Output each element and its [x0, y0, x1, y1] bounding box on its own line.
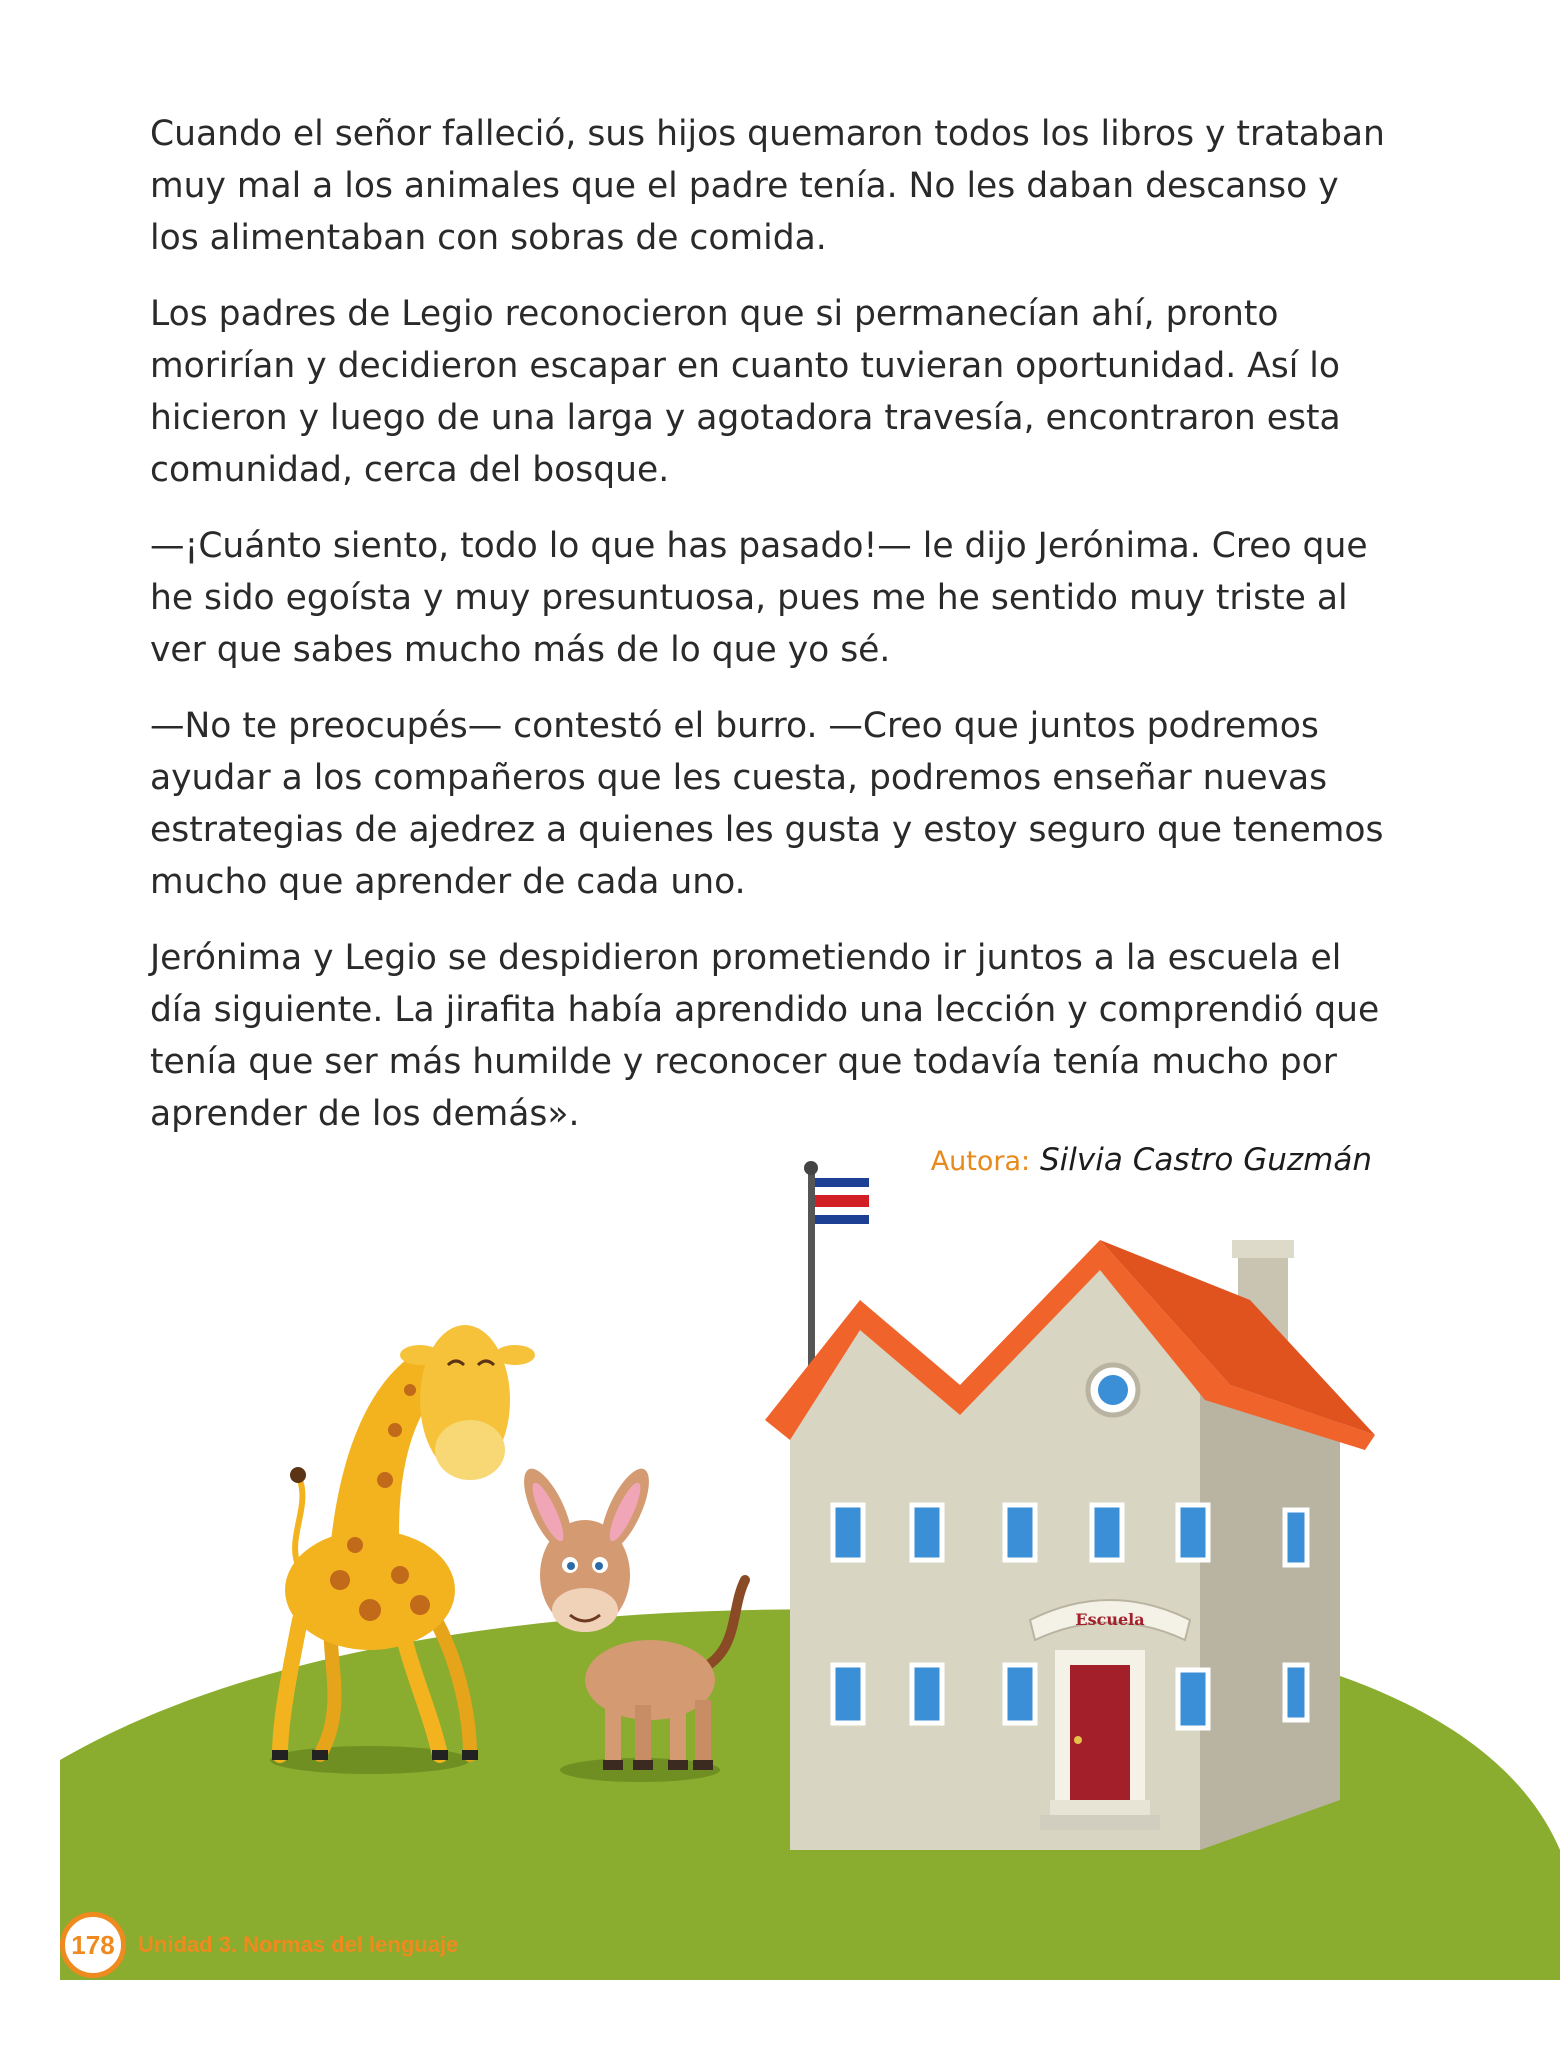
school-sign: Escuela — [1075, 1610, 1145, 1629]
paragraph-4: —No te preocupés— contestó el burro. —Creo que juntos podremos ayudar a los compañeros que les cuesta, podremos enseñar nuevas estrategias de ajedrez a quienes les gusta y estoy seguro que tenemos mucho que aprender de cada uno. — [150, 706, 1384, 902]
unit-label: Unidad 3. Normas del lenguaje — [138, 1932, 459, 1957]
paragraph-5: Jerónima y Legio se despidieron prometiendo ir juntos a la escuela el día siguiente. La jirafita había aprendido una lección y comprendió que tenía que ser más humilde y reconocer que todavía tenía mucho por aprender de los demás». — [150, 938, 1380, 1134]
paragraph-1: Cuando el señor falleció, sus hijos quemaron todos los libros y trataban muy mal a los animales que el padre tenía. No les daban descanso y los alimentaban con sobras de comida. — [150, 114, 1385, 258]
story-text — [150, 108, 1390, 1164]
page-footer — [60, 1912, 458, 1978]
author-name: Silvia Castro Guzmán — [1039, 1142, 1372, 1178]
paragraph-2: Los padres de Legio reconocieron que si permanecían ahí, pronto morirían y decidieron escapar en cuanto tuvieran oportunidad. Así lo hicieron y luego de una larga y agotadora travesía, encontraron esta comunidad, cerca del bosque. — [150, 294, 1341, 490]
page-number: 178 — [60, 1912, 126, 1978]
school-building — [765, 1240, 1375, 1850]
paragraph-3: —¡Cuánto siento, todo lo que has pasado!— le dijo Jerónima. Creo que he sido egoísta y muy presuntuosa, pues me he sentido muy triste al ver que sabes mucho más de lo que yo sé. — [150, 526, 1368, 670]
author-label: Autora: — [930, 1146, 1031, 1177]
